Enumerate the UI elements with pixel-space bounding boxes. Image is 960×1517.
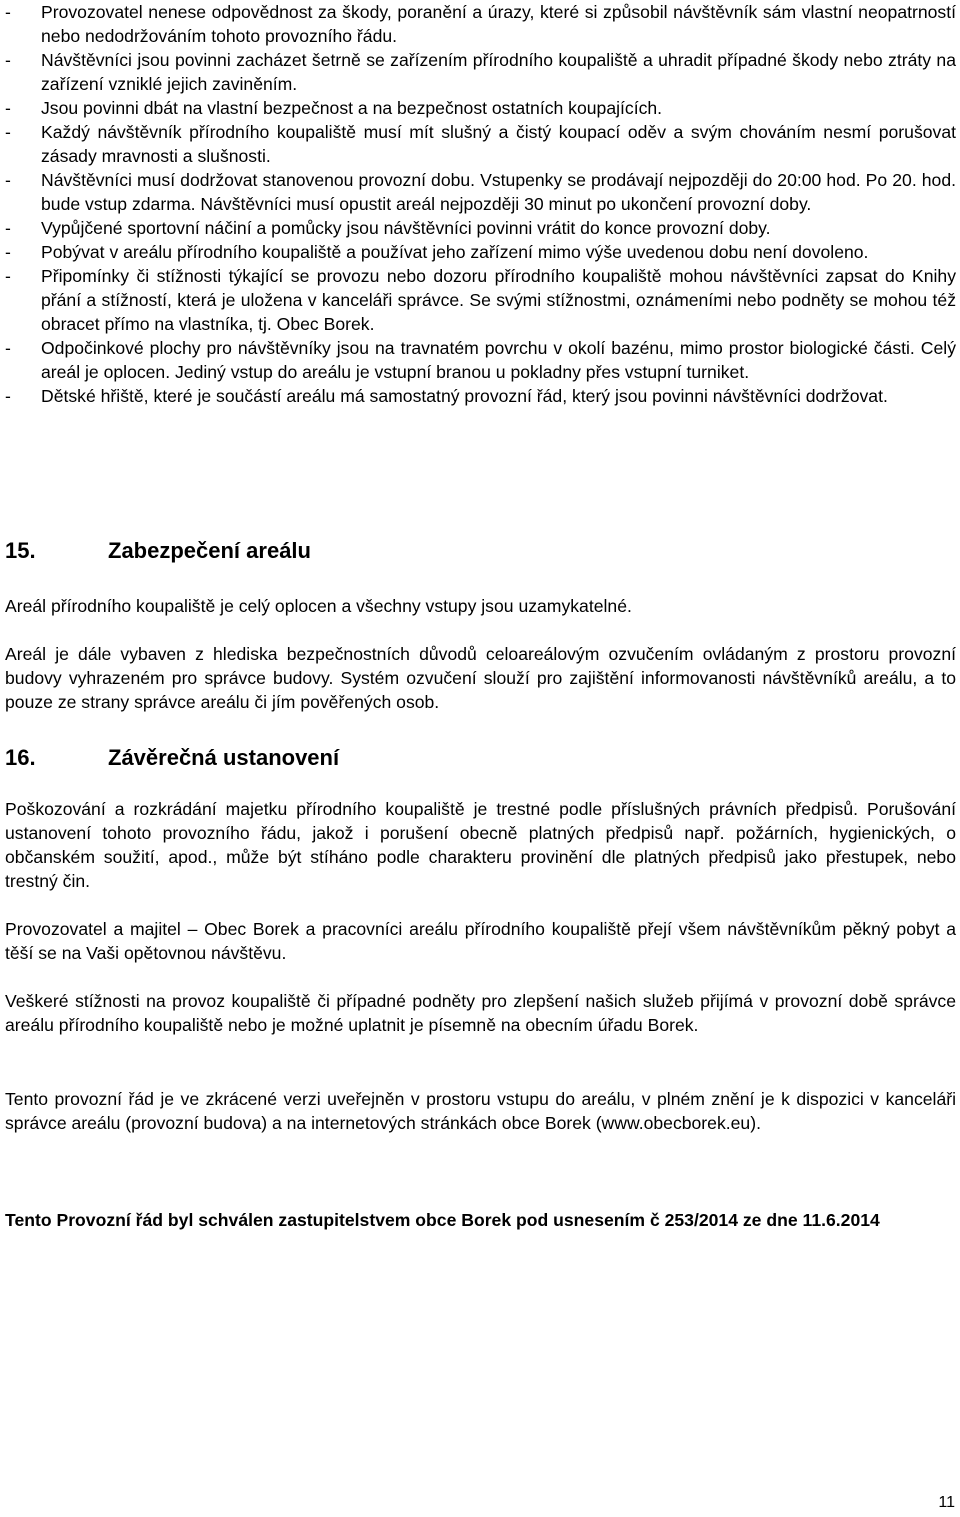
section-title: Zabezpečení areálu [108,538,311,563]
paragraph: Areál je dále vybaven z hlediska bezpečnostních důvodů celoareálovým ozvučením ovládaným z prostoru provozní budovy vyhrazeném pro správce budovy. Systém ozvučení slouží pro zajištění informovanosti návštěvníků areálu, a to pouze ze strany správce areálu či jím pověřených osob. [5,644,956,712]
bullet-dash: - [5,122,11,142]
rule-item [5,96,956,120]
page-number: 11 [938,1494,955,1511]
rule-text: Návštěvníci musí dodržovat stanovenou provozní dobu. Vstupenky se prodávají nejpozději do 20:00 hod. Po 20. hod. bude vstup zdarma. Návštěvníci musí opustit areál nejpozději 30 minut po ukončení provozní doby. [41,170,956,214]
rule-item [5,0,956,48]
bullet-dash: - [5,266,11,286]
rule-text: Odpočinkové plochy pro návštěvníky jsou na travnatém povrchu v okolí bazénu, mimo prostor biologické části. Celý areál je oplocen. Jediný vstup do areálu je vstupní branou u pokladny přes vstupní turniket. [41,338,956,382]
rule-item [5,264,956,336]
section-16-heading [5,744,339,772]
paragraph: Veškeré stížnosti na provoz koupaliště či případné podněty pro zlepšení našich služeb přijímá v provozní době správce areálu přírodního koupaliště nebo je možné uplatnit je písemně na obecním úřadu Borek. [5,991,956,1035]
rule-text: Provozovatel nenese odpovědnost za škody, poranění a úrazy, které si způsobil návštěvník sám vlastní neopatrností nebo nedodržováním tohoto provozního řádu. [41,2,956,46]
rules-list [5,0,956,408]
rule-item [5,384,956,408]
rule-item [5,48,956,96]
rule-text: Připomínky či stížnosti týkající se provozu nebo dozoru přírodního koupaliště mohou návštěvníci zapsat do Knihy přání a stížností, která je uložena v kanceláři správce. Se svými stížnostmi, oznámeními nebo podněty se mohou též obracet přímo na vlastníka, tj. Obec Borek. [41,266,956,334]
rule-text: Vypůjčené sportovní náčiní a pomůcky jsou návštěvníci povinni vrátit do konce provozní doby. [41,218,771,238]
rule-text: Pobývat v areálu přírodního koupaliště a používat jeho zařízení mimo výše uvedenou dobu není dovoleno. [41,242,869,262]
rule-item [5,168,956,216]
approval-note: Tento Provozní řád byl schválen zastupitelstvem obce Borek pod usnesením č 253/2014 ze dne 11.6.2014 [5,1210,880,1230]
bullet-dash: - [5,170,11,190]
paragraph: Areál přírodního koupaliště je celý oplocen a všechny vstupy jsou uzamykatelné. [5,596,632,616]
rule-text: Jsou povinni dbát na vlastní bezpečnost a na bezpečnost ostatních koupajících. [41,98,663,118]
rule-item [5,240,956,264]
rule-text: Každý návštěvník přírodního koupaliště musí mít slušný a čistý koupací oděv a svým chováním nesmí porušovat zásady mravnosti a slušnosti. [41,122,956,166]
rule-text: Návštěvníci jsou povinni zacházet šetrně se zařízením přírodního koupaliště a uhradit případné škody nebo ztráty na zařízení vzniklé jejich zaviněním. [41,50,956,94]
paragraph: Tento provozní řád je ve zkrácené verzi uveřejněn v prostoru vstupu do areálu, v plném znění je k dispozici v kanceláři správce areálu (provozní budova) a na internetových stránkách obce Borek (www.obecborek.eu). [5,1089,956,1133]
bullet-dash: - [5,2,11,22]
rule-item [5,336,956,384]
bullet-dash: - [5,338,11,358]
paragraph: Provozovatel a majitel – Obec Borek a pracovníci areálu přírodního koupaliště přejí všem návštěvníkům pěkný pobyt a těší se na Vaši opětovnou návštěvu. [5,919,956,963]
section-title: Závěrečná ustanovení [108,745,340,770]
section-15-heading [5,537,311,565]
bullet-dash: - [5,242,11,262]
rule-text: Dětské hřiště, které je součástí areálu má samostatný provozní řád, který jsou povinni návštěvníci dodržovat. [41,386,888,406]
bullet-dash: - [5,218,11,238]
bullet-dash: - [5,386,11,406]
section-number: 16. [5,745,36,770]
bullet-dash: - [5,50,11,70]
rule-item [5,216,956,240]
rule-item [5,120,956,168]
bullet-dash: - [5,98,11,118]
section-number: 15. [5,538,36,563]
paragraph: Poškozování a rozkrádání majetku přírodního koupaliště je trestné podle příslušných právních předpisů. Porušování ustanovení tohoto provozního řádu, jakož i porušení obecně platných předpisů např. požárních, hygienických, o občanském soužití, apod., může být stíháno podle charakteru provinění dle platných předpisů jako přestupek, nebo trestný čin. [5,799,956,891]
